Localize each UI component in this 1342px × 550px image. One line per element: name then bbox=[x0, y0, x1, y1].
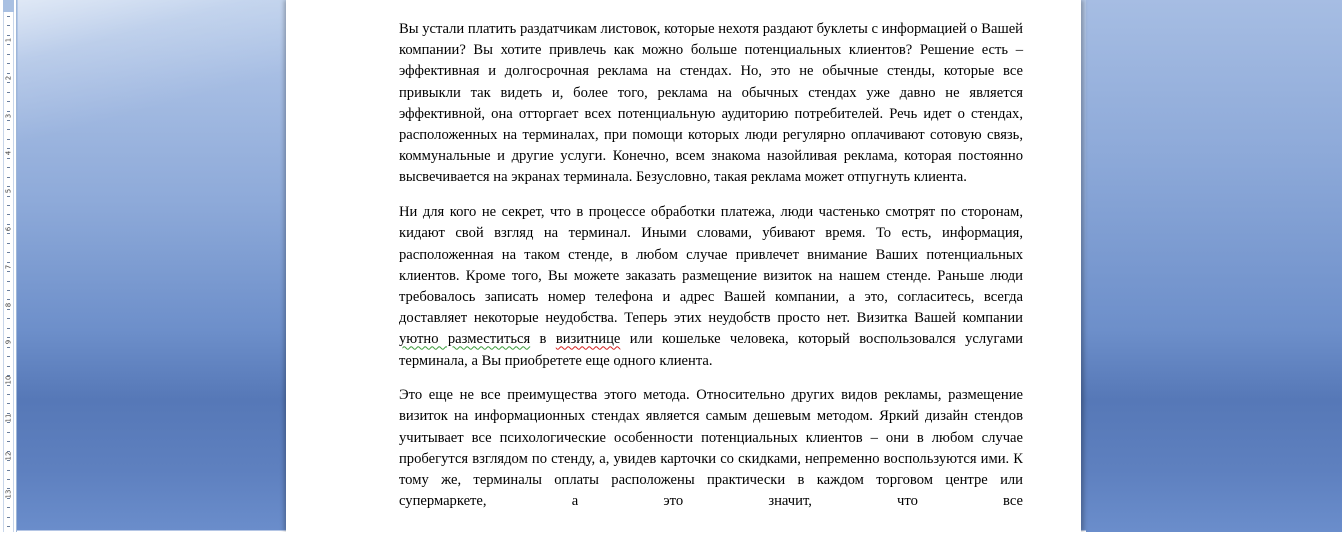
ruler-number: 12 bbox=[4, 451, 13, 461]
vertical-ruler[interactable] bbox=[0, 0, 17, 532]
ruler-tick bbox=[7, 214, 10, 215]
ruler-tick bbox=[7, 281, 10, 282]
ruler-number: 2 bbox=[4, 75, 13, 81]
paragraph-2-text: в bbox=[530, 331, 556, 348]
document-page[interactable] bbox=[286, 0, 1081, 532]
ruler-tick bbox=[7, 243, 10, 244]
ruler-number: 3 bbox=[4, 113, 13, 119]
ruler-tick bbox=[7, 101, 10, 102]
ruler-tick bbox=[7, 507, 10, 508]
document-body[interactable] bbox=[399, 19, 1023, 526]
ruler-tick bbox=[7, 470, 10, 471]
paragraph-2-text: или кошельке человека, который воспользовался услугами терминала, а Вы приобретете еще одного клиента. bbox=[399, 331, 1023, 369]
ruler-number: 10 bbox=[4, 375, 13, 385]
ruler-tick bbox=[7, 16, 10, 17]
ruler-tick bbox=[7, 92, 10, 93]
ruler-number: 6 bbox=[4, 226, 13, 232]
ruler-tick bbox=[7, 129, 10, 130]
ruler-tick bbox=[7, 328, 10, 329]
ruler-tick bbox=[7, 479, 10, 480]
ruler-number: 4 bbox=[4, 150, 13, 156]
ruler-tick bbox=[7, 290, 10, 291]
paragraph-2-text: Ни для кого не секрет, что в процессе обработки платежа, люди частенько смотрят по сторонам, кидают свой взгляд на терминал. Иными словами, убивают время. То есть, информация, расположенная на таком стенде, в любом случае привлечет внимание Ваших потенциальных клиентов. Кроме того, Вы можете заказать размещение визиток на нашем стенде. Раньше люди требовалось записать номер телефона и адрес Вашей компании, а это, согласитесь, всегда доставляет некоторые неудобства. Теперь этих неудобств просто нет. Визитка Вашей компании bbox=[399, 204, 1023, 327]
ruler-tick bbox=[7, 356, 10, 357]
workspace-background bbox=[18, 0, 286, 532]
ruler-tick bbox=[7, 318, 10, 319]
ruler-tick bbox=[7, 205, 10, 206]
bottom-edge bbox=[0, 532, 1342, 550]
ruler-tick bbox=[7, 394, 10, 395]
ruler-tick bbox=[7, 366, 10, 367]
ruler-number: 1 bbox=[4, 37, 13, 43]
ruler-tick bbox=[7, 177, 10, 178]
spelling-error-word[interactable]: визитнице bbox=[555, 331, 621, 348]
ruler-tick bbox=[7, 526, 10, 527]
ruler-tick bbox=[7, 25, 10, 26]
paragraph-1[interactable]: Вы устали платить раздатчикам листовок, которые нехотя раздают буклеты с информацией о Вашей компании? Вы хотите привлечь как можно больше потенциальных клиентов? Решение есть – эффективная и долгосрочная реклама на стендах. Но, это не обычные стенды, которые все привыкли так видеть и, более того, реклама на обычных стендах уже давно не является эффективной, она отторгает всех потенциальную аудиторию потребителей. Речь идет о стендах, расположенных на терминалах, при помощи которых люди регулярно оплачивают сотовую связь, коммунальные и другие услуги. Конечно, всем знакома назойливая реклама, которая постоянно высвечивается на экранах терминала. Безусловно, такая реклама может отпугнуть клиента. bbox=[399, 21, 1023, 186]
ruler-number: 8 bbox=[4, 302, 13, 308]
ruler-number: 13 bbox=[4, 489, 13, 499]
ruler-margin-area bbox=[3, 0, 14, 12]
ruler-tick bbox=[7, 517, 10, 518]
paragraph-2[interactable] bbox=[399, 202, 1023, 372]
ruler-tick bbox=[7, 403, 10, 404]
grammar-error-phrase[interactable]: уютно разместиться bbox=[399, 331, 531, 348]
ruler-tick bbox=[7, 54, 10, 55]
ruler-number: 11 bbox=[4, 413, 13, 423]
ruler-tick bbox=[7, 432, 10, 433]
workspace-background-right bbox=[1086, 0, 1342, 532]
ruler-tick bbox=[7, 63, 10, 64]
ruler-tick bbox=[7, 167, 10, 168]
ruler-tick bbox=[7, 252, 10, 253]
ruler-number: 7 bbox=[4, 264, 13, 270]
ruler-tick bbox=[7, 139, 10, 140]
ruler-tick bbox=[7, 441, 10, 442]
ruler-number: 5 bbox=[4, 188, 13, 194]
paragraph-3[interactable]: Это еще не все преимущества этого метода. Относительно других видов рекламы, размещение визиток на информационных стендах является самым дешевым методом. Яркий дизайн стендов учитывает все психологические особенности потенциальных клиентов – они в любом случае пробегутся взглядом по стенду, а, увидев карточки со скидками, непременно воспользуются ими. К тому же, терминалы оплаты расположены практически в каждом торговом центре или супермаркете, а это значит, что все bbox=[399, 387, 1023, 510]
ruler-number: 9 bbox=[4, 339, 13, 345]
